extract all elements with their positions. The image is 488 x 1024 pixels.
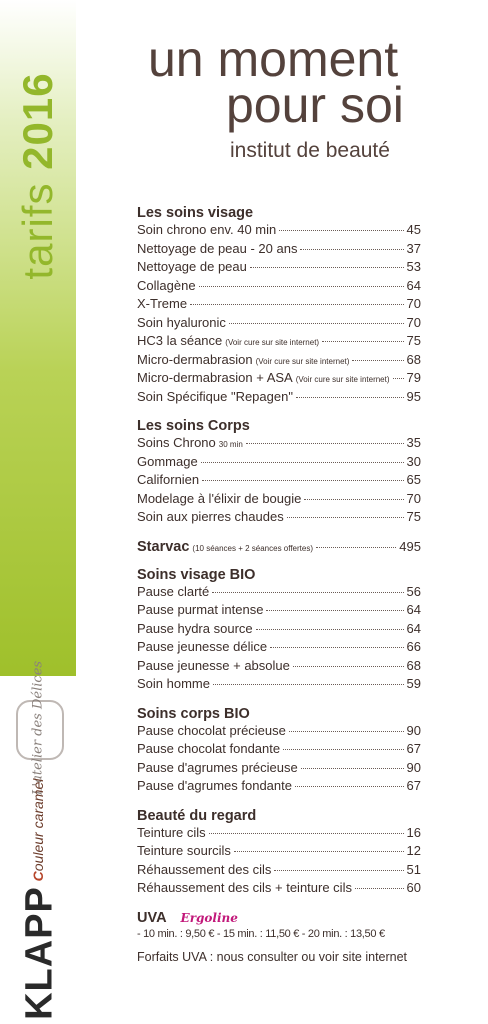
hero-subtitle: institut de beauté [230,139,390,162]
couleur-caramel-logo [30,779,46,882]
service-note: (Voir cure sur site internet) [295,375,390,384]
dot-leader [322,341,403,342]
service-name: Pause purmat intense [137,602,264,617]
service-name: Nettoyage de peau [137,259,247,274]
uva-title: UVA [137,909,167,926]
dot-leader [283,749,403,750]
dot-leader [270,647,403,648]
price-section [137,418,421,528]
service-note: (Voir cure sur site internet) [255,356,350,366]
service-name: HC3 la séance [137,333,223,348]
price-row [137,723,421,742]
service-name: Pause hydra source [137,620,253,636]
service-price: 35 [406,435,421,450]
service-price: 79 [406,370,421,385]
dot-leader [316,547,396,548]
service-price: 53 [406,259,421,274]
price-row [137,296,421,315]
service-name: Soin aux pierres chaudes [137,509,284,524]
tarifs-year: 2016 [14,72,61,170]
service-name: Pause chocolat précieuse [137,722,286,738]
service-name: Teinture sourcils [137,843,231,858]
service-price: 67 [406,741,421,756]
dot-leader [199,286,404,287]
service-price: 68 [406,657,421,673]
service-price: 64 [406,602,421,617]
service-name: Pause clarté [137,583,210,599]
service-name: Soins Chrono [137,435,216,450]
service-name: Soin homme [137,676,210,691]
price-list [137,205,421,975]
section-title: Les soins Corps [137,418,250,434]
dot-leader [266,610,403,611]
service-name: Pause jeunesse délice [137,639,268,654]
dot-leader [304,499,403,500]
service-price: 90 [406,759,421,775]
price-row [137,676,421,695]
service-name: Pause chocolat fondante [137,741,281,756]
dot-leader [393,378,404,379]
dot-leader [234,851,404,852]
dot-leader [201,462,404,463]
price-row [137,825,421,844]
caramel-text: ouleur caramel [30,778,46,872]
uva-title-row [137,910,421,926]
price-row [137,352,421,371]
dot-leader [287,517,404,518]
service-price: 68 [406,351,421,367]
price-section [137,706,421,797]
dot-leader [246,443,404,444]
dot-leader [355,888,404,889]
service-price: 16 [406,824,421,840]
service-name: Modelage à l'élixir de bougie [137,490,302,506]
dot-leader [250,267,404,268]
section-title: Les soins visage [137,205,254,221]
price-section [137,808,421,899]
service-price: 75 [406,333,421,348]
dot-leader [256,629,404,630]
tarifs-title [14,72,62,279]
caramel-swirl: C [30,871,46,882]
price-row [137,509,421,528]
price-row [137,760,421,779]
price-row [137,435,421,454]
tarifs-word: tarifs [14,182,61,280]
service-price: 60 [406,880,421,895]
hero-title [148,31,404,133]
service-price: 70 [406,314,421,330]
dot-leader [289,731,404,732]
service-price: 59 [406,676,421,691]
price-row [137,454,421,473]
service-name: Soin hyaluronic [137,314,226,330]
service-name: Collagène [137,277,196,293]
section-title: Soins visage BIO [137,566,256,583]
dot-leader [300,249,403,250]
price-row [137,584,421,603]
service-price: 75 [406,509,421,524]
section-title: Soins corps BIO [137,705,250,722]
sections-group-1 [137,205,421,528]
price-row [137,278,421,297]
service-name: Californien [137,472,200,487]
price-row [137,472,421,491]
dot-leader [352,360,403,361]
price-section [137,205,421,407]
service-price: 12 [406,843,421,858]
price-row [137,741,421,760]
service-price: 51 [406,861,421,877]
service-name: Micro-dermabrasion + ASA [137,370,293,385]
dot-leader [279,230,403,231]
ergoline-logo: Ergoline [180,910,238,925]
dot-leader [296,397,404,398]
service-price: 30 [406,453,421,469]
klapp-logo: KLAPP [18,886,61,1020]
service-name: Micro-dermabrasion [137,351,253,367]
price-row [137,259,421,278]
service-price: 56 [406,583,421,599]
price-row [137,639,421,658]
price-row [137,491,421,510]
price-row [137,658,421,677]
price-row [137,602,421,621]
price-row [137,843,421,862]
starvac-row [137,539,421,555]
hero-line-1: un moment [148,31,399,87]
dot-leader [212,592,403,593]
dot-leader [274,870,403,871]
starvac-label: Starvac [137,538,190,555]
price-row [137,370,421,389]
price-row [137,315,421,334]
uva-section [137,910,421,964]
price-row [137,241,421,260]
service-price: 64 [406,620,421,636]
service-name: Réhaussement des cils [137,861,272,877]
price-row [137,778,421,797]
atelier-logo: L'atelier des Délices [30,660,46,796]
price-section [137,567,421,695]
service-name: Pause jeunesse + absolue [137,657,290,673]
uva-note: Forfaits UVA : nous consulter ou voir site internet [137,949,408,964]
service-price: 37 [406,240,421,256]
service-name: Pause d'agrumes précieuse [137,759,298,775]
dot-leader [293,666,404,667]
starvac-price: 495 [399,538,421,554]
dot-leader [295,786,404,787]
service-price: 67 [406,778,421,793]
price-row [137,222,421,241]
price-row [137,862,421,881]
price-row [137,621,421,640]
price-row [137,389,421,408]
service-price: 45 [406,222,421,237]
service-name: Soin Spécifique "Repagen" [137,388,293,404]
service-name: X-Treme [137,296,188,311]
uva-prices: - 10 min. : 9,50 € - 15 min. : 11,50 € - 20 min. : 13,50 € [137,927,385,940]
service-note: (Voir cure sur site internet) [225,338,320,347]
service-name: Soin chrono env. 40 min [137,222,277,237]
service-note: 30 min [218,440,243,449]
starvac-note: (10 séances + 2 séances offertes) [192,543,313,553]
sections-group-2 [137,567,421,899]
dot-leader [190,304,403,305]
dot-leader [229,323,404,324]
dot-leader [209,833,404,834]
service-name: Pause d'agrumes fondante [137,778,292,793]
service-price: 70 [406,296,421,311]
section-title: Beauté du regard [137,807,257,824]
price-row [137,333,421,352]
dot-leader [202,480,403,481]
service-name: Gommage [137,453,198,469]
hero-line-2: pour soi [226,77,404,133]
service-price: 70 [406,490,421,506]
service-price: 65 [406,472,421,487]
service-name: Réhaussement des cils + teinture cils [137,880,352,895]
dot-leader [301,768,404,769]
service-price: 64 [406,277,421,293]
service-price: 66 [406,639,421,654]
price-row [137,880,421,899]
service-price: 95 [406,388,421,404]
dot-leader [213,684,404,685]
service-price: 90 [406,722,421,738]
service-name: Teinture cils [137,824,206,840]
service-name: Nettoyage de peau - 20 ans [137,240,298,256]
